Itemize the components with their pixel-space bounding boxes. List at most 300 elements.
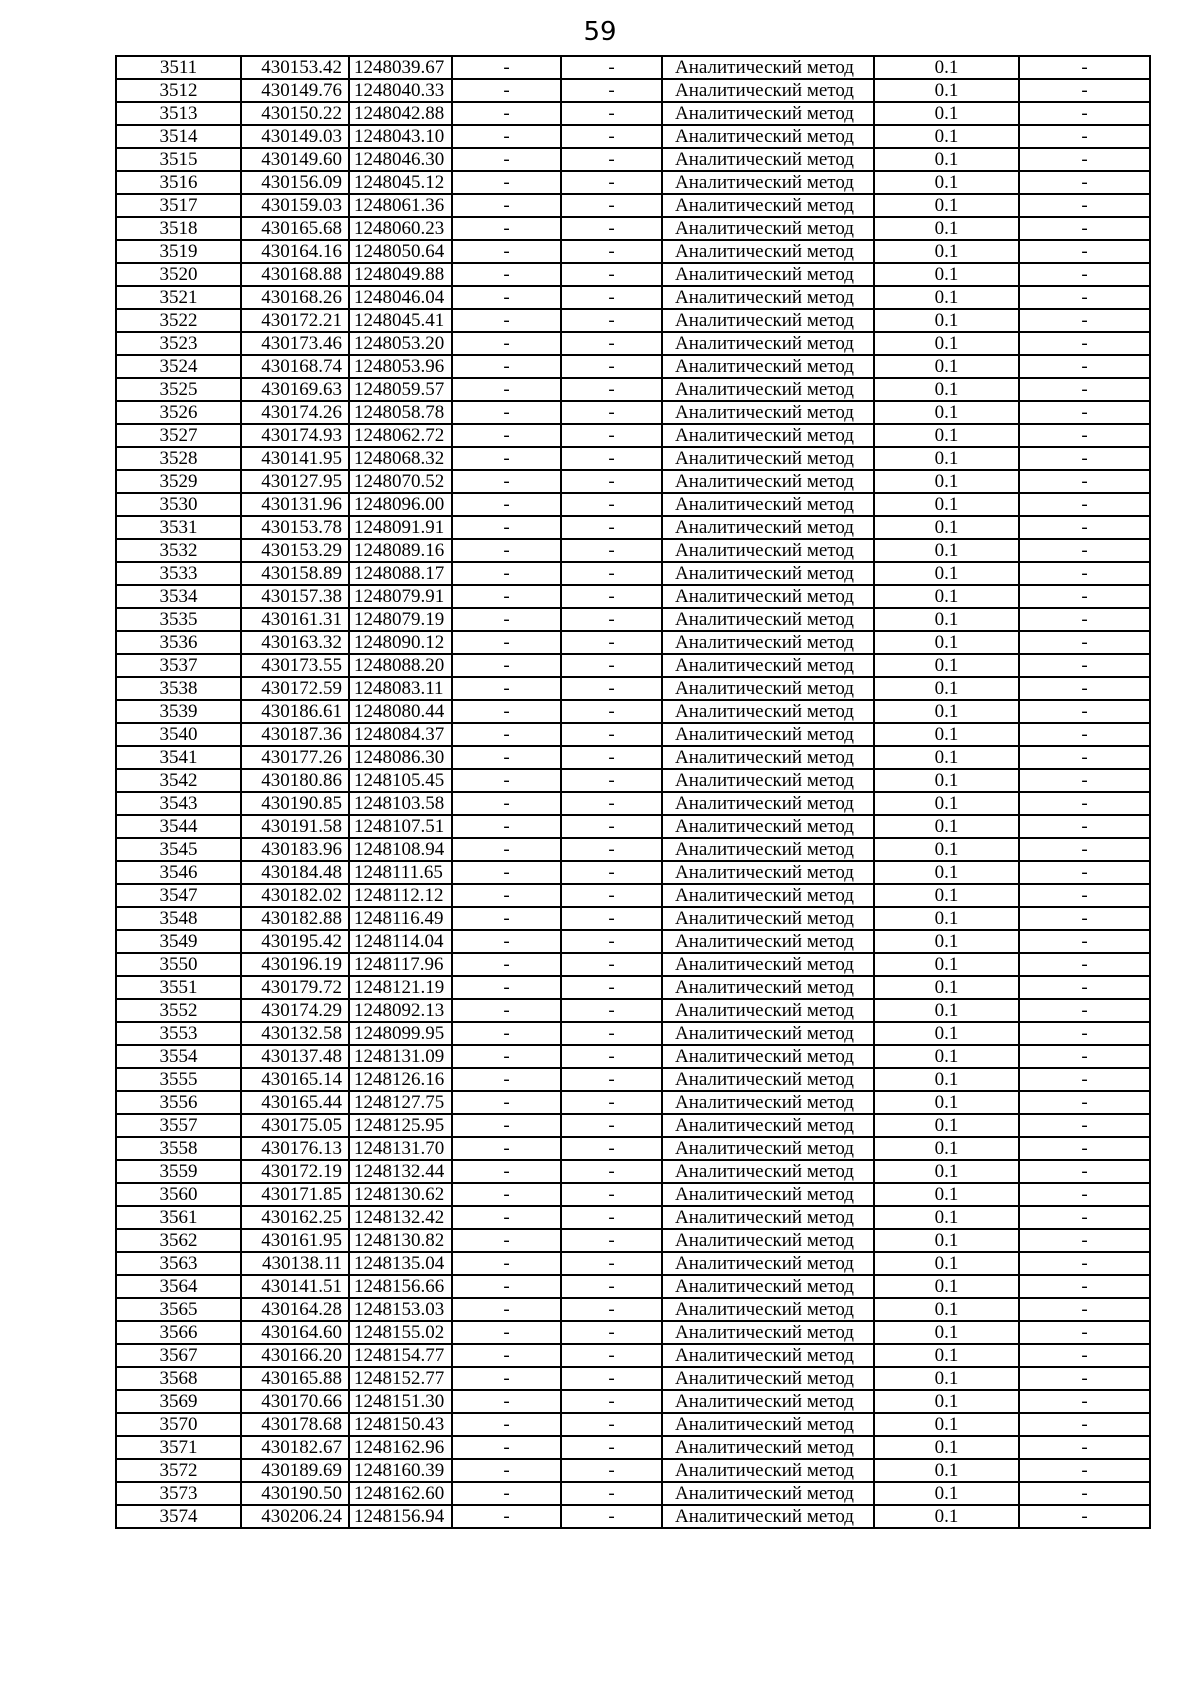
x-coordinate-cell: 430165.44 — [241, 1091, 349, 1114]
accuracy-cell: 0.1 — [874, 1436, 1019, 1459]
dash-cell: - — [1019, 677, 1150, 700]
y-coordinate-cell: 1248131.70 — [349, 1137, 452, 1160]
dash-cell: - — [452, 470, 561, 493]
dash-cell: - — [561, 1275, 662, 1298]
table-row — [116, 562, 1150, 585]
accuracy-cell: 0.1 — [874, 1459, 1019, 1482]
y-coordinate-cell: 1248062.72 — [349, 424, 452, 447]
y-coordinate-cell: 1248096.00 — [349, 493, 452, 516]
dash-cell: - — [452, 539, 561, 562]
method-cell: Аналитический метод — [662, 654, 874, 677]
accuracy-cell: 0.1 — [874, 539, 1019, 562]
method-cell: Аналитический метод — [662, 493, 874, 516]
dash-cell: - — [561, 1206, 662, 1229]
table-row — [116, 608, 1150, 631]
dash-cell: - — [561, 1022, 662, 1045]
accuracy-cell: 0.1 — [874, 677, 1019, 700]
accuracy-cell: 0.1 — [874, 102, 1019, 125]
dash-cell: - — [452, 401, 561, 424]
accuracy-cell: 0.1 — [874, 907, 1019, 930]
dash-cell: - — [452, 102, 561, 125]
table-row — [116, 309, 1150, 332]
method-cell: Аналитический метод — [662, 608, 874, 631]
dash-cell: - — [452, 746, 561, 769]
y-coordinate-cell: 1248117.96 — [349, 953, 452, 976]
x-coordinate-cell: 430182.02 — [241, 884, 349, 907]
method-cell: Аналитический метод — [662, 1229, 874, 1252]
x-coordinate-cell: 430164.16 — [241, 240, 349, 263]
point-number-cell: 3529 — [116, 470, 241, 493]
dash-cell: - — [561, 1160, 662, 1183]
point-number-cell: 3558 — [116, 1137, 241, 1160]
accuracy-cell: 0.1 — [874, 447, 1019, 470]
table-row — [116, 194, 1150, 217]
accuracy-cell: 0.1 — [874, 976, 1019, 999]
dash-cell: - — [452, 1275, 561, 1298]
method-cell: Аналитический метод — [662, 953, 874, 976]
table-row — [116, 1298, 1150, 1321]
dash-cell: - — [561, 240, 662, 263]
accuracy-cell: 0.1 — [874, 286, 1019, 309]
dash-cell: - — [561, 539, 662, 562]
dash-cell: - — [1019, 1413, 1150, 1436]
dash-cell: - — [1019, 608, 1150, 631]
dash-cell: - — [1019, 1091, 1150, 1114]
dash-cell: - — [561, 1459, 662, 1482]
dash-cell: - — [452, 79, 561, 102]
x-coordinate-cell: 430190.50 — [241, 1482, 349, 1505]
method-cell: Аналитический метод — [662, 1436, 874, 1459]
x-coordinate-cell: 430163.32 — [241, 631, 349, 654]
accuracy-cell: 0.1 — [874, 585, 1019, 608]
dash-cell: - — [1019, 746, 1150, 769]
dash-cell: - — [452, 838, 561, 861]
dash-cell: - — [452, 1367, 561, 1390]
y-coordinate-cell: 1248079.19 — [349, 608, 452, 631]
table-row — [116, 1367, 1150, 1390]
y-coordinate-cell: 1248088.17 — [349, 562, 452, 585]
x-coordinate-cell: 430182.67 — [241, 1436, 349, 1459]
dash-cell: - — [1019, 148, 1150, 171]
dash-cell: - — [561, 125, 662, 148]
point-number-cell: 3573 — [116, 1482, 241, 1505]
accuracy-cell: 0.1 — [874, 401, 1019, 424]
dash-cell: - — [452, 1229, 561, 1252]
dash-cell: - — [561, 631, 662, 654]
accuracy-cell: 0.1 — [874, 608, 1019, 631]
dash-cell: - — [561, 1045, 662, 1068]
table-row — [116, 1436, 1150, 1459]
method-cell: Аналитический метод — [662, 746, 874, 769]
accuracy-cell: 0.1 — [874, 424, 1019, 447]
dash-cell: - — [561, 1321, 662, 1344]
dash-cell: - — [561, 516, 662, 539]
table-row — [116, 769, 1150, 792]
dash-cell: - — [561, 1137, 662, 1160]
x-coordinate-cell: 430180.86 — [241, 769, 349, 792]
point-number-cell: 3527 — [116, 424, 241, 447]
point-number-cell: 3553 — [116, 1022, 241, 1045]
dash-cell: - — [452, 332, 561, 355]
dash-cell: - — [452, 240, 561, 263]
y-coordinate-cell: 1248162.60 — [349, 1482, 452, 1505]
point-number-cell: 3546 — [116, 861, 241, 884]
method-cell: Аналитический метод — [662, 1298, 874, 1321]
method-cell: Аналитический метод — [662, 125, 874, 148]
dash-cell: - — [561, 401, 662, 424]
y-coordinate-cell: 1248108.94 — [349, 838, 452, 861]
accuracy-cell: 0.1 — [874, 332, 1019, 355]
table-row — [116, 585, 1150, 608]
point-number-cell: 3561 — [116, 1206, 241, 1229]
accuracy-cell: 0.1 — [874, 1206, 1019, 1229]
table-row — [116, 378, 1150, 401]
point-number-cell: 3537 — [116, 654, 241, 677]
method-cell: Аналитический метод — [662, 562, 874, 585]
table-row — [116, 516, 1150, 539]
point-number-cell: 3554 — [116, 1045, 241, 1068]
accuracy-cell: 0.1 — [874, 815, 1019, 838]
y-coordinate-cell: 1248050.64 — [349, 240, 452, 263]
dash-cell: - — [452, 1114, 561, 1137]
accuracy-cell: 0.1 — [874, 838, 1019, 861]
y-coordinate-cell: 1248099.95 — [349, 1022, 452, 1045]
point-number-cell: 3520 — [116, 263, 241, 286]
y-coordinate-cell: 1248155.02 — [349, 1321, 452, 1344]
dash-cell: - — [452, 447, 561, 470]
dash-cell: - — [561, 1482, 662, 1505]
dash-cell: - — [1019, 1183, 1150, 1206]
dash-cell: - — [1019, 700, 1150, 723]
accuracy-cell: 0.1 — [874, 309, 1019, 332]
table-row — [116, 677, 1150, 700]
x-coordinate-cell: 430149.03 — [241, 125, 349, 148]
accuracy-cell: 0.1 — [874, 1298, 1019, 1321]
method-cell: Аналитический метод — [662, 1482, 874, 1505]
y-coordinate-cell: 1248153.03 — [349, 1298, 452, 1321]
table-row — [116, 171, 1150, 194]
table-row — [116, 470, 1150, 493]
y-coordinate-cell: 1248042.88 — [349, 102, 452, 125]
table-row — [116, 424, 1150, 447]
method-cell: Аналитический метод — [662, 263, 874, 286]
table-row — [116, 401, 1150, 424]
y-coordinate-cell: 1248107.51 — [349, 815, 452, 838]
y-coordinate-cell: 1248121.19 — [349, 976, 452, 999]
y-coordinate-cell: 1248152.77 — [349, 1367, 452, 1390]
dash-cell: - — [561, 700, 662, 723]
method-cell: Аналитический метод — [662, 1206, 874, 1229]
dash-cell: - — [452, 907, 561, 930]
dash-cell: - — [452, 1183, 561, 1206]
dash-cell: - — [452, 194, 561, 217]
accuracy-cell: 0.1 — [874, 700, 1019, 723]
method-cell: Аналитический метод — [662, 884, 874, 907]
point-number-cell: 3544 — [116, 815, 241, 838]
dash-cell: - — [452, 700, 561, 723]
point-number-cell: 3534 — [116, 585, 241, 608]
dash-cell: - — [1019, 769, 1150, 792]
table-row — [116, 1252, 1150, 1275]
method-cell: Аналитический метод — [662, 1114, 874, 1137]
method-cell: Аналитический метод — [662, 470, 874, 493]
y-coordinate-cell: 1248156.94 — [349, 1505, 452, 1528]
dash-cell: - — [452, 148, 561, 171]
y-coordinate-cell: 1248131.09 — [349, 1045, 452, 1068]
x-coordinate-cell: 430141.95 — [241, 447, 349, 470]
x-coordinate-cell: 430189.69 — [241, 1459, 349, 1482]
point-number-cell: 3540 — [116, 723, 241, 746]
x-coordinate-cell: 430172.19 — [241, 1160, 349, 1183]
y-coordinate-cell: 1248060.23 — [349, 217, 452, 240]
table-row — [116, 79, 1150, 102]
accuracy-cell: 0.1 — [874, 1321, 1019, 1344]
accuracy-cell: 0.1 — [874, 1413, 1019, 1436]
dash-cell: - — [452, 493, 561, 516]
dash-cell: - — [452, 263, 561, 286]
dash-cell: - — [452, 1436, 561, 1459]
x-coordinate-cell: 430168.26 — [241, 286, 349, 309]
dash-cell: - — [561, 1091, 662, 1114]
method-cell: Аналитический метод — [662, 1252, 874, 1275]
x-coordinate-cell: 430161.31 — [241, 608, 349, 631]
point-number-cell: 3517 — [116, 194, 241, 217]
method-cell: Аналитический метод — [662, 401, 874, 424]
dash-cell: - — [1019, 424, 1150, 447]
y-coordinate-cell: 1248116.49 — [349, 907, 452, 930]
dash-cell: - — [452, 1022, 561, 1045]
x-coordinate-cell: 430173.46 — [241, 332, 349, 355]
x-coordinate-cell: 430162.25 — [241, 1206, 349, 1229]
dash-cell: - — [1019, 470, 1150, 493]
dash-cell: - — [1019, 1321, 1150, 1344]
table-row — [116, 1068, 1150, 1091]
accuracy-cell: 0.1 — [874, 56, 1019, 79]
dash-cell: - — [452, 378, 561, 401]
method-cell: Аналитический метод — [662, 1137, 874, 1160]
accuracy-cell: 0.1 — [874, 1252, 1019, 1275]
method-cell: Аналитический метод — [662, 769, 874, 792]
dash-cell: - — [452, 424, 561, 447]
method-cell: Аналитический метод — [662, 447, 874, 470]
table-row — [116, 907, 1150, 930]
dash-cell: - — [1019, 1390, 1150, 1413]
accuracy-cell: 0.1 — [874, 1068, 1019, 1091]
dash-cell: - — [561, 1183, 662, 1206]
dash-cell: - — [561, 194, 662, 217]
dash-cell: - — [1019, 884, 1150, 907]
point-number-cell: 3572 — [116, 1459, 241, 1482]
accuracy-cell: 0.1 — [874, 1114, 1019, 1137]
point-number-cell: 3571 — [116, 1436, 241, 1459]
method-cell: Аналитический метод — [662, 539, 874, 562]
point-number-cell: 3550 — [116, 953, 241, 976]
point-number-cell: 3559 — [116, 1160, 241, 1183]
dash-cell: - — [561, 1229, 662, 1252]
point-number-cell: 3518 — [116, 217, 241, 240]
dash-cell: - — [561, 838, 662, 861]
table-row — [116, 976, 1150, 999]
table-row — [116, 1275, 1150, 1298]
x-coordinate-cell: 430184.48 — [241, 861, 349, 884]
dash-cell: - — [1019, 286, 1150, 309]
dash-cell: - — [452, 1068, 561, 1091]
dash-cell: - — [561, 378, 662, 401]
table-row — [116, 723, 1150, 746]
x-coordinate-cell: 430149.76 — [241, 79, 349, 102]
table-row — [116, 1229, 1150, 1252]
point-number-cell: 3525 — [116, 378, 241, 401]
point-number-cell: 3531 — [116, 516, 241, 539]
dash-cell: - — [1019, 1022, 1150, 1045]
method-cell: Аналитический метод — [662, 1505, 874, 1528]
accuracy-cell: 0.1 — [874, 217, 1019, 240]
table-row — [116, 1505, 1150, 1528]
method-cell: Аналитический метод — [662, 240, 874, 263]
dash-cell: - — [452, 1413, 561, 1436]
y-coordinate-cell: 1248156.66 — [349, 1275, 452, 1298]
dash-cell: - — [561, 309, 662, 332]
x-coordinate-cell: 430174.29 — [241, 999, 349, 1022]
method-cell: Аналитический метод — [662, 1068, 874, 1091]
dash-cell: - — [1019, 355, 1150, 378]
dash-cell: - — [1019, 240, 1150, 263]
accuracy-cell: 0.1 — [874, 1022, 1019, 1045]
dash-cell: - — [1019, 792, 1150, 815]
accuracy-cell: 0.1 — [874, 723, 1019, 746]
table-row — [116, 1459, 1150, 1482]
y-coordinate-cell: 1248045.41 — [349, 309, 452, 332]
dash-cell: - — [452, 815, 561, 838]
x-coordinate-cell: 430186.61 — [241, 700, 349, 723]
method-cell: Аналитический метод — [662, 79, 874, 102]
dash-cell: - — [452, 1505, 561, 1528]
table-row — [116, 953, 1150, 976]
dash-cell: - — [452, 1045, 561, 1068]
table-row — [116, 493, 1150, 516]
method-cell: Аналитический метод — [662, 1367, 874, 1390]
dash-cell: - — [1019, 562, 1150, 585]
x-coordinate-cell: 430182.88 — [241, 907, 349, 930]
point-number-cell: 3560 — [116, 1183, 241, 1206]
y-coordinate-cell: 1248053.20 — [349, 332, 452, 355]
y-coordinate-cell: 1248070.52 — [349, 470, 452, 493]
dash-cell: - — [561, 769, 662, 792]
x-coordinate-cell: 430178.68 — [241, 1413, 349, 1436]
dash-cell: - — [452, 677, 561, 700]
y-coordinate-cell: 1248126.16 — [349, 1068, 452, 1091]
accuracy-cell: 0.1 — [874, 1367, 1019, 1390]
coordinates-table — [115, 55, 1151, 1529]
table-row — [116, 148, 1150, 171]
y-coordinate-cell: 1248045.12 — [349, 171, 452, 194]
y-coordinate-cell: 1248088.20 — [349, 654, 452, 677]
dash-cell: - — [1019, 1275, 1150, 1298]
table-row — [116, 999, 1150, 1022]
dash-cell: - — [1019, 815, 1150, 838]
accuracy-cell: 0.1 — [874, 516, 1019, 539]
accuracy-cell: 0.1 — [874, 125, 1019, 148]
x-coordinate-cell: 430166.20 — [241, 1344, 349, 1367]
dash-cell: - — [452, 1206, 561, 1229]
method-cell: Аналитический метод — [662, 1344, 874, 1367]
y-coordinate-cell: 1248068.32 — [349, 447, 452, 470]
accuracy-cell: 0.1 — [874, 884, 1019, 907]
dash-cell: - — [561, 493, 662, 516]
y-coordinate-cell: 1248083.11 — [349, 677, 452, 700]
accuracy-cell: 0.1 — [874, 1160, 1019, 1183]
dash-cell: - — [452, 286, 561, 309]
dash-cell: - — [452, 953, 561, 976]
accuracy-cell: 0.1 — [874, 493, 1019, 516]
x-coordinate-cell: 430158.89 — [241, 562, 349, 585]
dash-cell: - — [561, 1413, 662, 1436]
accuracy-cell: 0.1 — [874, 562, 1019, 585]
dash-cell: - — [1019, 999, 1150, 1022]
dash-cell: - — [561, 1367, 662, 1390]
dash-cell: - — [561, 562, 662, 585]
table-row — [116, 792, 1150, 815]
y-coordinate-cell: 1248084.37 — [349, 723, 452, 746]
point-number-cell: 3514 — [116, 125, 241, 148]
y-coordinate-cell: 1248079.91 — [349, 585, 452, 608]
y-coordinate-cell: 1248043.10 — [349, 125, 452, 148]
y-coordinate-cell: 1248162.96 — [349, 1436, 452, 1459]
dash-cell: - — [561, 1390, 662, 1413]
table-row — [116, 1206, 1150, 1229]
accuracy-cell: 0.1 — [874, 1275, 1019, 1298]
dash-cell: - — [561, 447, 662, 470]
dash-cell: - — [452, 1459, 561, 1482]
dash-cell: - — [1019, 1505, 1150, 1528]
y-coordinate-cell: 1248125.95 — [349, 1114, 452, 1137]
dash-cell: - — [452, 792, 561, 815]
method-cell: Аналитический метод — [662, 424, 874, 447]
dash-cell: - — [452, 56, 561, 79]
method-cell: Аналитический метод — [662, 907, 874, 930]
dash-cell: - — [452, 930, 561, 953]
table-row — [116, 217, 1150, 240]
table-row — [116, 1482, 1150, 1505]
dash-cell: - — [1019, 1229, 1150, 1252]
x-coordinate-cell: 430196.19 — [241, 953, 349, 976]
x-coordinate-cell: 430183.96 — [241, 838, 349, 861]
x-coordinate-cell: 430176.13 — [241, 1137, 349, 1160]
dash-cell: - — [1019, 1367, 1150, 1390]
dash-cell: - — [561, 1505, 662, 1528]
point-number-cell: 3555 — [116, 1068, 241, 1091]
dash-cell: - — [561, 263, 662, 286]
point-number-cell: 3557 — [116, 1114, 241, 1137]
method-cell: Аналитический метод — [662, 1413, 874, 1436]
y-coordinate-cell: 1248132.42 — [349, 1206, 452, 1229]
method-cell: Аналитический метод — [662, 1459, 874, 1482]
x-coordinate-cell: 430172.59 — [241, 677, 349, 700]
table-row — [116, 654, 1150, 677]
method-cell: Аналитический метод — [662, 1160, 874, 1183]
accuracy-cell: 0.1 — [874, 1482, 1019, 1505]
dash-cell: - — [452, 1390, 561, 1413]
point-number-cell: 3513 — [116, 102, 241, 125]
table-row — [116, 332, 1150, 355]
point-number-cell: 3524 — [116, 355, 241, 378]
accuracy-cell: 0.1 — [874, 930, 1019, 953]
dash-cell: - — [561, 470, 662, 493]
dash-cell: - — [1019, 332, 1150, 355]
point-number-cell: 3541 — [116, 746, 241, 769]
point-number-cell: 3549 — [116, 930, 241, 953]
method-cell: Аналитический метод — [662, 631, 874, 654]
